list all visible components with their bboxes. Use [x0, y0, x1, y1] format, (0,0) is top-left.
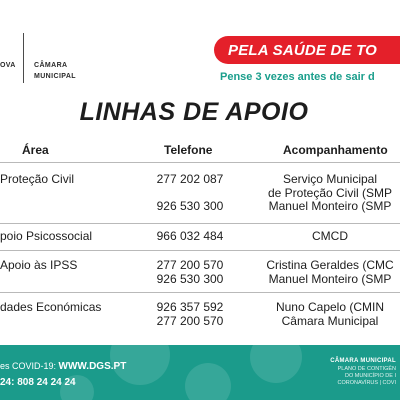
cell-area: Apoio às IPSS	[0, 258, 78, 272]
footer-brand-line: DO MUNICÍPIO DE I	[344, 373, 396, 379]
cell-telefone: 277 202 087 926 530 300	[156, 172, 224, 213]
cell-acompanhamento: Serviço Municipal de Proteção Civil (SMP Manuel Monteiro (SMP	[267, 172, 393, 213]
cell-telefone: 277 200 570 926 530 300	[156, 258, 224, 286]
dgs-website-link[interactable]: WWW.DGS.PT	[58, 361, 127, 372]
banner-text: PELA SAÚDE DE TO	[228, 42, 378, 59]
cell-telefone: 966 032 484	[156, 229, 224, 243]
covid-info-line: es COVID-19: WWW.DGS.PT	[0, 361, 127, 372]
table-divider	[0, 223, 400, 224]
table-divider	[0, 250, 400, 251]
municipality-logo-fragment: OVA	[0, 62, 16, 69]
footer-brand-line: CORONAVÍRUS | COVI	[337, 380, 396, 386]
cell-area: Proteção Civil	[0, 172, 75, 186]
page-title: LINHAS DE APOIO	[79, 98, 309, 126]
cell-area: dades Económicas	[0, 300, 102, 314]
sns24-phone-line: 24: 808 24 24 24	[0, 377, 76, 388]
decorative-virus-shape	[250, 345, 302, 383]
logo-line-camara: CÂMARA	[34, 62, 68, 69]
campaign-banner	[214, 36, 400, 64]
column-header-telefone: Telefone	[164, 143, 213, 157]
column-header-area: Área	[22, 143, 49, 157]
table-divider	[0, 162, 400, 163]
page-header	[0, 0, 400, 100]
campaign-tagline: Pense 3 vezes antes de sair d	[220, 71, 375, 83]
cell-area: poio Psicossocial	[0, 229, 93, 243]
cell-acompanhamento: Cristina Geraldes (CMC Manuel Monteiro (SMP	[266, 258, 394, 286]
footer-banner	[0, 345, 400, 400]
column-header-acompanhamento: Acompanhamento	[283, 143, 388, 157]
logo-divider	[23, 33, 24, 83]
table-divider	[0, 292, 400, 293]
decorative-virus-shape	[185, 363, 231, 400]
footer-brand-line: PLANO DE CONTIGÊN	[337, 366, 396, 372]
logo-line-municipal: MUNICIPAL	[34, 73, 76, 80]
cell-acompanhamento: Nuno Capelo (CMIN Câmara Municipal	[275, 300, 385, 328]
footer-brand-title: CÂMARA MUNICIPAL	[330, 358, 396, 364]
cell-acompanhamento: CMCD	[312, 229, 348, 243]
cell-telefone: 926 357 592 277 200 570	[156, 300, 224, 328]
